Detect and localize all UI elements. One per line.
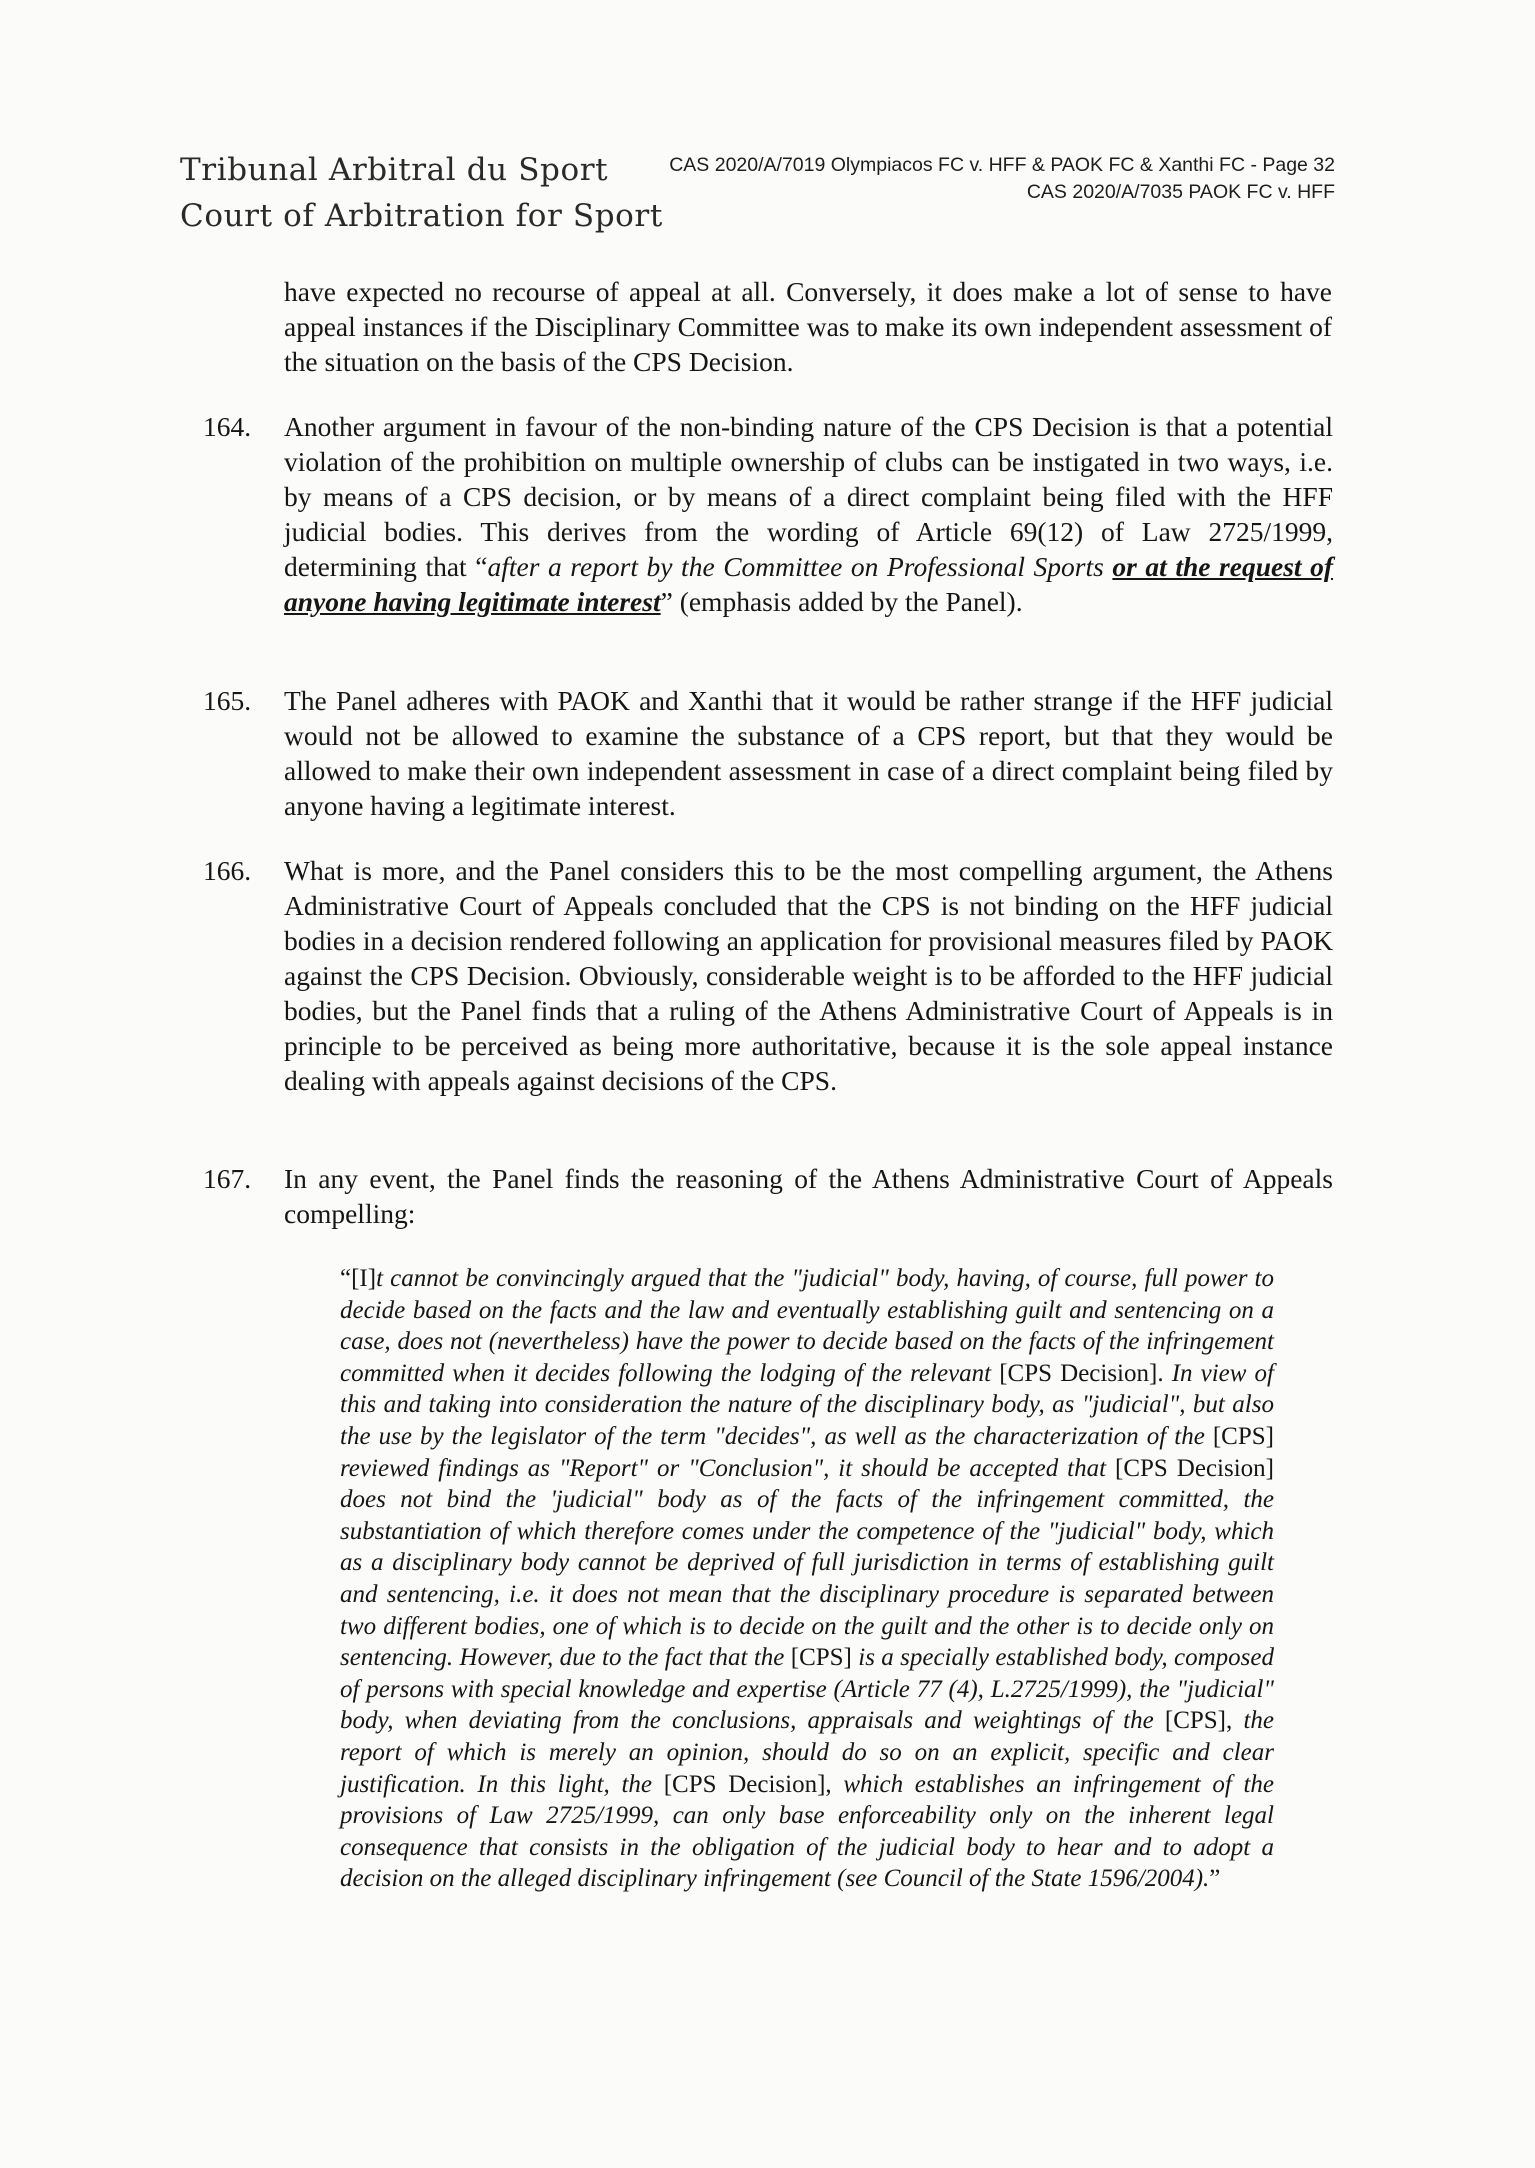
paragraph-number: 166. bbox=[203, 855, 252, 886]
block-quote bbox=[340, 1263, 1274, 1895]
paragraph-text-part: Another argument in favour of the non-binding nature of the CPS Decision is that a potential violation of the prohibition on multiple ownership of clubs can be instigated in two ways, i.e. by means of a CPS decision, or by means of a direct complaint being filed with the HFF judicial bodies. This derives from the wording of Article 69(12) of Law 2725/1999, determining that “ bbox=[284, 411, 1333, 582]
paragraph-number: 165. bbox=[203, 685, 252, 716]
quote-text: the report of which is merely an opinion, should do so on an explicit, specific and clear justification. In this light, the bbox=[340, 1707, 1274, 1798]
paragraph-165 bbox=[203, 683, 1333, 823]
paragraph-text-part: ” (emphasis added by the Panel). bbox=[660, 586, 1023, 617]
paragraph-number: 167. bbox=[203, 1163, 252, 1194]
quote-insertion: [CPS Decision] bbox=[1115, 1454, 1274, 1482]
quote-text: In view of this and taking into consideration the nature of the disciplinary body, as "judicial", but also the use by the legislator of the term "decides", as well as the characterization of the bbox=[340, 1359, 1274, 1450]
quote-insertion: [CPS Decision]. bbox=[999, 1359, 1172, 1387]
quote-text: does not bind the 'judicial" body as of the facts of the infringement committed, the substantiation of which therefore comes under the competence of the "judicial" body, which as a disciplinary body cannot be deprived of full jurisdiction in terms of establishing guilt and sentencing, i.e. it does not mean that the disciplinary procedure is separated between two different bodies, one of which is to decide on the guilt and the other is to decide only on sentencing. However, due to the fact that the bbox=[340, 1486, 1274, 1672]
paragraph-166 bbox=[203, 853, 1333, 1098]
paragraph-text bbox=[284, 409, 1333, 619]
paragraph-number: 164. bbox=[203, 411, 252, 442]
quote-text: reviewed findings as "Report" or "Conclusion", it should be accepted that bbox=[340, 1454, 1116, 1482]
paragraph-164 bbox=[203, 409, 1333, 619]
quote-insertion: [CPS], bbox=[1164, 1707, 1244, 1735]
case-reference-line-2: CAS 2020/A/7035 PAOK FC v. HFF bbox=[1026, 181, 1335, 203]
case-reference-line-1: CAS 2020/A/7019 Olympiacos FC v. HFF & PAOK FC & Xanthi FC - Page 32 bbox=[669, 154, 1335, 176]
quote-insertion: [CPS] bbox=[1212, 1422, 1274, 1450]
tribunal-name-fr: Tribunal Arbitral du Sport bbox=[180, 152, 609, 188]
tribunal-name bbox=[180, 147, 663, 239]
quote-text: which establishes an infringement of the provisions of Law 2725/1999, can only base enforceability only on the inherent legal consequence that consists in the obligation of the judicial body to hear and to adopt a decision on the alleged disciplinary infringement (see Council of the State 1596/2004). bbox=[340, 1770, 1275, 1893]
emphasized-text: or at the request of anyone having legitimate interest bbox=[284, 551, 1334, 617]
paragraph-text: In any event, the Panel finds the reasoning of the Athens Administrative Court of Appeals compelling: bbox=[284, 1163, 1333, 1229]
case-reference bbox=[669, 152, 1335, 206]
continuation-paragraph: have expected no recourse of appeal at all. Conversely, it does make a lot of sense to have appeal instances if the Disciplinary Committee was to make its own independent assessment of the situation on the basis of the CPS Decision. bbox=[284, 276, 1332, 377]
quote-insertion: [CPS] bbox=[790, 1644, 859, 1672]
quote-text: is a specially established body, composed of persons with special knowledge and expertise (Article 77 (4), L.2725/1999), the "judicial" body, when deviating from the conclusions, appraisals and weightings of the bbox=[340, 1644, 1274, 1735]
quote-text: “[I] bbox=[340, 1265, 377, 1292]
paragraph-167 bbox=[203, 1161, 1333, 1231]
quote-insertion: [CPS Decision], bbox=[663, 1770, 844, 1798]
tribunal-name-en: Court of Arbitration for Sport bbox=[180, 198, 663, 234]
quote-text: t cannot be convincingly argued that the "judicial" body, having, of course, full power to decide based on the facts and the law and eventually establishing guilt and sentencing on a case, does not (nevertheless) have the power to decide based on the facts of the infringement committed when it decides following the lodging of the relevant bbox=[340, 1265, 1274, 1387]
quote-text: ” bbox=[1209, 1865, 1221, 1893]
paragraph-text: What is more, and the Panel considers this to be the most compelling argument, the Athens Administrative Court of Appeals concluded that the CPS is not binding on the HFF judicial bodies in a decision rendered following an application for provisional measures filed by PAOK against the CPS Decision. Obviously, considerable weight is to be afforded to the HFF judicial bodies, but the Panel finds that a ruling of the Athens Administrative Court of Appeals is in principle to be perceived as being more authoritative, because it is the sole appeal instance dealing with appeals against decisions of the CPS. bbox=[284, 855, 1333, 1096]
quoted-law-text: after a report by the Committee on Professional Sports bbox=[487, 551, 1113, 582]
paragraph-text: The Panel adheres with PAOK and Xanthi that it would be rather strange if the HFF judicial would not be allowed to examine the substance of a CPS report, but that they would be allowed to make their own independent assessment in case of a direct complaint being filed by anyone having a legitimate interest. bbox=[284, 685, 1333, 821]
